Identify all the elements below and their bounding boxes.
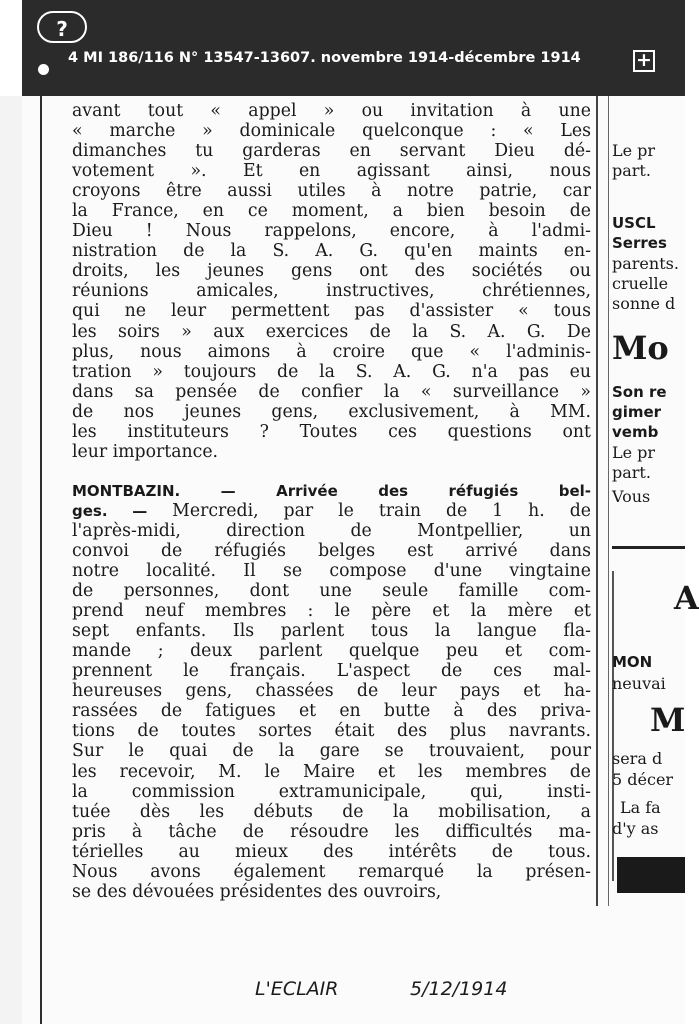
fragment-text: sera d: [612, 749, 663, 768]
article-line: de nos jeunes gens, exclusivement, à MM.: [72, 401, 591, 422]
article-line: tration » toujours de la S. A. G. n'a pas eu: [72, 361, 591, 382]
article-line: prend neuf membres : le père et la mère et: [72, 601, 591, 622]
article-paragraph-top: [72, 101, 591, 462]
fragment-heading: MON: [612, 653, 653, 671]
article-line: heureuses gens, chassées de leur pays et ha-: [72, 681, 591, 702]
fragment-text: part.: [612, 161, 651, 180]
fragment-text: sonne d: [612, 294, 676, 313]
viewer-toolbar: [22, 0, 685, 96]
article-line: dans sa pensée de confier la « surveillance »: [72, 381, 591, 402]
article-line: notre localité. Il se compose d'une vingtaine: [72, 561, 591, 582]
article-line: l'après-midi, direction de Montpellier, un: [72, 520, 591, 541]
fragment-text: Vous: [612, 487, 651, 506]
help-button[interactable]: ?: [37, 11, 87, 43]
fragment-heading: vemb: [612, 423, 659, 441]
article-line: sept enfants. Ils parlent tous la langue fla-: [72, 621, 591, 642]
fragment-text: parents.: [612, 254, 679, 273]
page-edge-line: [40, 96, 42, 1024]
fragment-text: Le pr: [612, 141, 656, 160]
article-line: térielles au mieux des intérêts de tous.: [72, 841, 591, 862]
article-line: de personnes, dont une seule famille com-: [72, 581, 591, 602]
fragment-headline: M: [650, 701, 686, 739]
article-line: avant tout « appel » ou invitation à une: [72, 101, 591, 121]
dateline-heading-end: ges. —: [72, 501, 148, 520]
article-line: pris à tâche de résoudre les difficultés ma-: [72, 821, 591, 842]
dateline-text: Mercredi, par le train de 1 h. de: [172, 500, 591, 521]
article-line: tuée dès les débuts de la mobilisation, a: [72, 801, 591, 822]
fragment-heading: Son re: [612, 383, 667, 401]
fragment-text: d'y as: [612, 819, 659, 838]
fragment-text: 5 décer: [612, 770, 674, 789]
column-rule-secondary: [608, 96, 609, 906]
column-rule: [596, 96, 598, 906]
article-line: leur importance.: [72, 441, 219, 462]
fragment-headline: A: [674, 579, 699, 617]
article-line: dimanches tu garderas en servant Dieu dé-: [72, 141, 591, 162]
article-line: les soirs » aux exercices de la S. A. G. De: [72, 321, 591, 342]
dateline-heading: MONTBAZIN. — Arrivée des réfugiés bel-: [72, 481, 591, 500]
article-line: Sur le quai de la gare se trouvaient, pour: [72, 741, 591, 762]
fragment-divider: [612, 546, 685, 549]
fragment-heading: Serres: [612, 234, 667, 252]
fragment-headline: Mo: [612, 329, 669, 367]
fragment-text: Le pr: [612, 443, 656, 462]
article-line: rassées de fatigues et en butte à des priva-: [72, 701, 591, 722]
expand-button[interactable]: +: [633, 50, 655, 72]
article-line: tions de toutes sortes était des plus navrants.: [72, 721, 591, 742]
article-column: [72, 101, 591, 902]
article-line: qui ne leur permettent pas d'assister « tous: [72, 301, 591, 322]
article-line: les instituteurs ? Toutes ces questions ont: [72, 421, 591, 442]
fragment-heading: gimer: [612, 403, 662, 421]
article-line: Nous avons également remarqué la présen-: [72, 861, 591, 882]
article-paragraph-bottom: [72, 521, 591, 902]
article-line: la France, en ce moment, a bien besoin de: [72, 201, 591, 222]
article-line: plus, nous aimons à croire que « l'adminis-: [72, 341, 591, 362]
adjacent-column-fragment: [612, 101, 699, 901]
document-reference-title: 4 MI 186/116 N° 13547-13607. novembre 1914-décembre 1914: [68, 50, 581, 66]
article-line: [72, 501, 591, 521]
article-line: se des dévouées présidentes des ouvroirs,: [72, 881, 442, 902]
fragment-text: cruelle: [612, 274, 669, 293]
fragment-text: part.: [612, 463, 651, 482]
article-line: convoi de réfugiés belges est arrivé dans: [72, 540, 591, 561]
article-line: nistration de la S. A. G. qu'en maints en-: [72, 241, 591, 262]
fragment-black-box: [617, 857, 685, 893]
handwritten-date: 5/12/1914: [410, 978, 508, 1000]
article-line: « marche » dominicale quelconque : « Les: [72, 121, 591, 142]
handwritten-newspaper-name: L'ECLAIR: [255, 978, 339, 1000]
fragment-text: neuvai: [612, 674, 666, 693]
article-line: votement ». Et en agissant ainsi, nous: [72, 161, 591, 182]
article-line: prennent le français. L'aspect de ces mal-: [72, 661, 591, 682]
article-line: Dieu ! Nous rappelons, encore, à l'admi-: [72, 221, 591, 242]
article-line: droits, les jeunes gens ont des sociétés ou: [72, 261, 591, 282]
article-line: les recevoir, M. le Maire et les membres de: [72, 761, 591, 782]
article-line: mande ; deux parlent quelque peu et com-: [72, 641, 591, 662]
paragraph-gap: [72, 462, 591, 481]
scan-margin: [0, 96, 22, 1024]
article-line: croyons être aussi utiles à notre patrie, car: [72, 181, 591, 202]
fragment-text: La fa: [620, 798, 661, 817]
bullet-icon: [38, 64, 49, 75]
article-line: réunions amicales, instructives, chrétiennes,: [72, 281, 591, 302]
fragment-heading: USCL: [612, 214, 656, 232]
article-dateline: [72, 481, 591, 501]
article-line: la commission extramunicipale, qui, insti-: [72, 781, 591, 802]
